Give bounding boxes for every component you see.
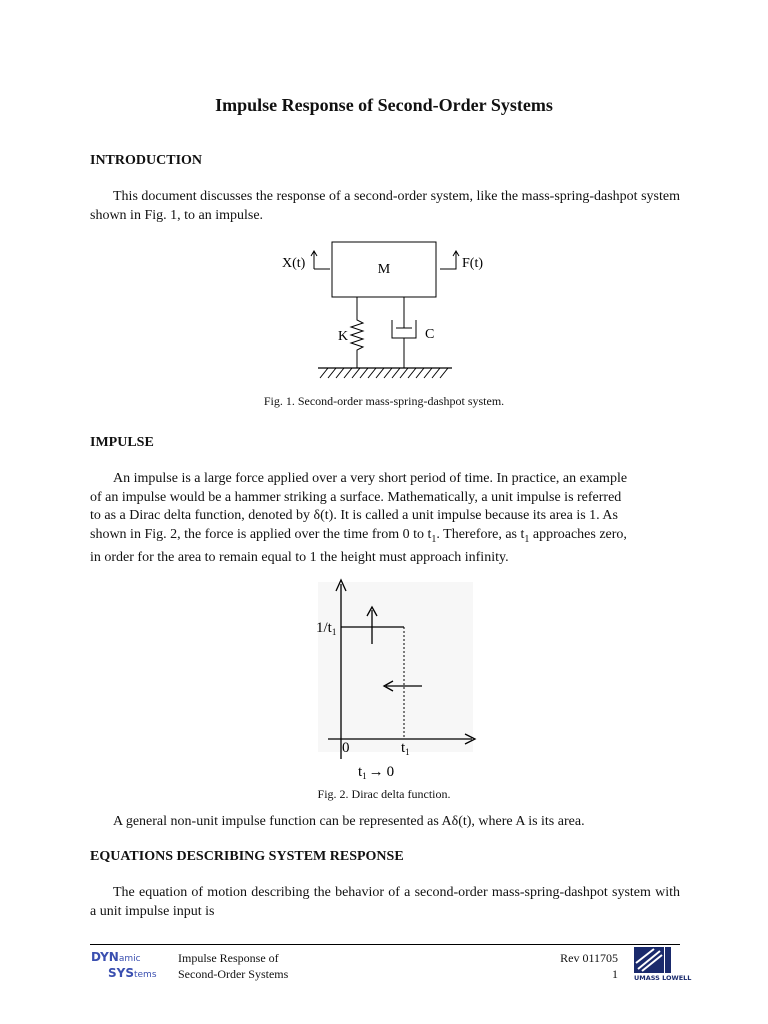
- damper-label: C: [425, 327, 435, 342]
- displacement-arrow-icon: [311, 251, 330, 269]
- footer-page-number: 1: [612, 967, 618, 981]
- impulse-line-4-sub2: 1: [524, 533, 530, 545]
- svg-text:UMASS LOWELL: UMASS LOWELL: [634, 974, 692, 982]
- impulse-line-4-sub: 1: [431, 533, 437, 545]
- footer-doc-title-line-2: Second-Order Systems: [178, 967, 289, 981]
- t1-label: $t_1$: [401, 740, 410, 757]
- ground-hatch-icon: [320, 368, 448, 378]
- introduction-paragraph: This document discusses the response of a second-order system, like the mass-spring-dashpot system shown in Fig. 1, to an impulse.: [90, 189, 680, 223]
- origin-label: 0: [342, 740, 350, 756]
- general-impulse-paragraph: A general non-unit impulse function can be represented as Aδ(t), where A is its area.: [113, 814, 585, 829]
- impulse-line-4-b: . Therefore, as t: [436, 526, 525, 542]
- figure-2-caption: Fig. 2. Dirac delta function.: [317, 787, 451, 801]
- impulse-line-5: in order for the area to remain equal to 1 the height must approach infinity.: [90, 549, 509, 565]
- section-heading-introduction: INTRODUCTION: [90, 153, 203, 168]
- section-heading-impulse: IMPULSE: [90, 435, 154, 450]
- dynamic-systems-logo-line-1: DYNamic: [91, 950, 141, 964]
- dynamic-systems-logo-line-2: SYStems: [108, 966, 157, 980]
- footer-doc-title-line-1: Impulse Response of: [178, 951, 279, 965]
- spring-label: K: [338, 329, 349, 344]
- limit-label: $t_1 \to 0$: [358, 764, 395, 781]
- footer-revision-block: [520, 950, 618, 982]
- impulse-paragraph: [90, 470, 680, 567]
- spring-icon: [351, 297, 363, 368]
- force-label: F(t): [462, 256, 483, 271]
- impulse-line-4: [90, 526, 680, 549]
- damper-icon: [392, 297, 416, 368]
- force-arrow-icon: [440, 251, 459, 269]
- impulse-line-4-c: approaches zero,: [529, 526, 627, 542]
- footer-doc-title: [178, 950, 288, 982]
- impulse-line-1: An impulse is a large force applied over a very short period of time. In practice, an example: [113, 471, 628, 486]
- page-title: Impulse Response of Second-Order Systems: [215, 95, 553, 115]
- figure-1-mass-spring-dashpot: [270, 232, 500, 384]
- footer-rule: [90, 944, 680, 945]
- displacement-label: X(t): [282, 256, 306, 271]
- impulse-line-3: to as a Dirac delta function, denoted by δ(t). It is called a unit impulse because its area is 1. As: [90, 508, 618, 523]
- impulse-line-4-a: shown in Fig. 2, the force is applied over the time from 0 to t: [90, 526, 432, 542]
- section-heading-equations: EQUATIONS DESCRIBING SYSTEM RESPONSE: [90, 849, 404, 864]
- impulse-line-2: of an impulse would be a hammer striking a surface. Mathematically, a unit impulse is referred: [90, 489, 622, 505]
- equations-paragraph: The equation of motion describing the behavior of a second-order mass-spring-dashpot system with a unit impulse input is: [90, 885, 680, 919]
- umass-lowell-logo-icon: [634, 947, 692, 982]
- footer-revision: Rev 011705: [560, 951, 618, 965]
- figure-1-caption: Fig. 1. Second-order mass-spring-dashpot system.: [263, 394, 505, 408]
- height-label: $1/t_1$: [316, 620, 337, 637]
- figure-2-dirac-delta: [300, 576, 490, 786]
- mass-label: M: [377, 262, 391, 277]
